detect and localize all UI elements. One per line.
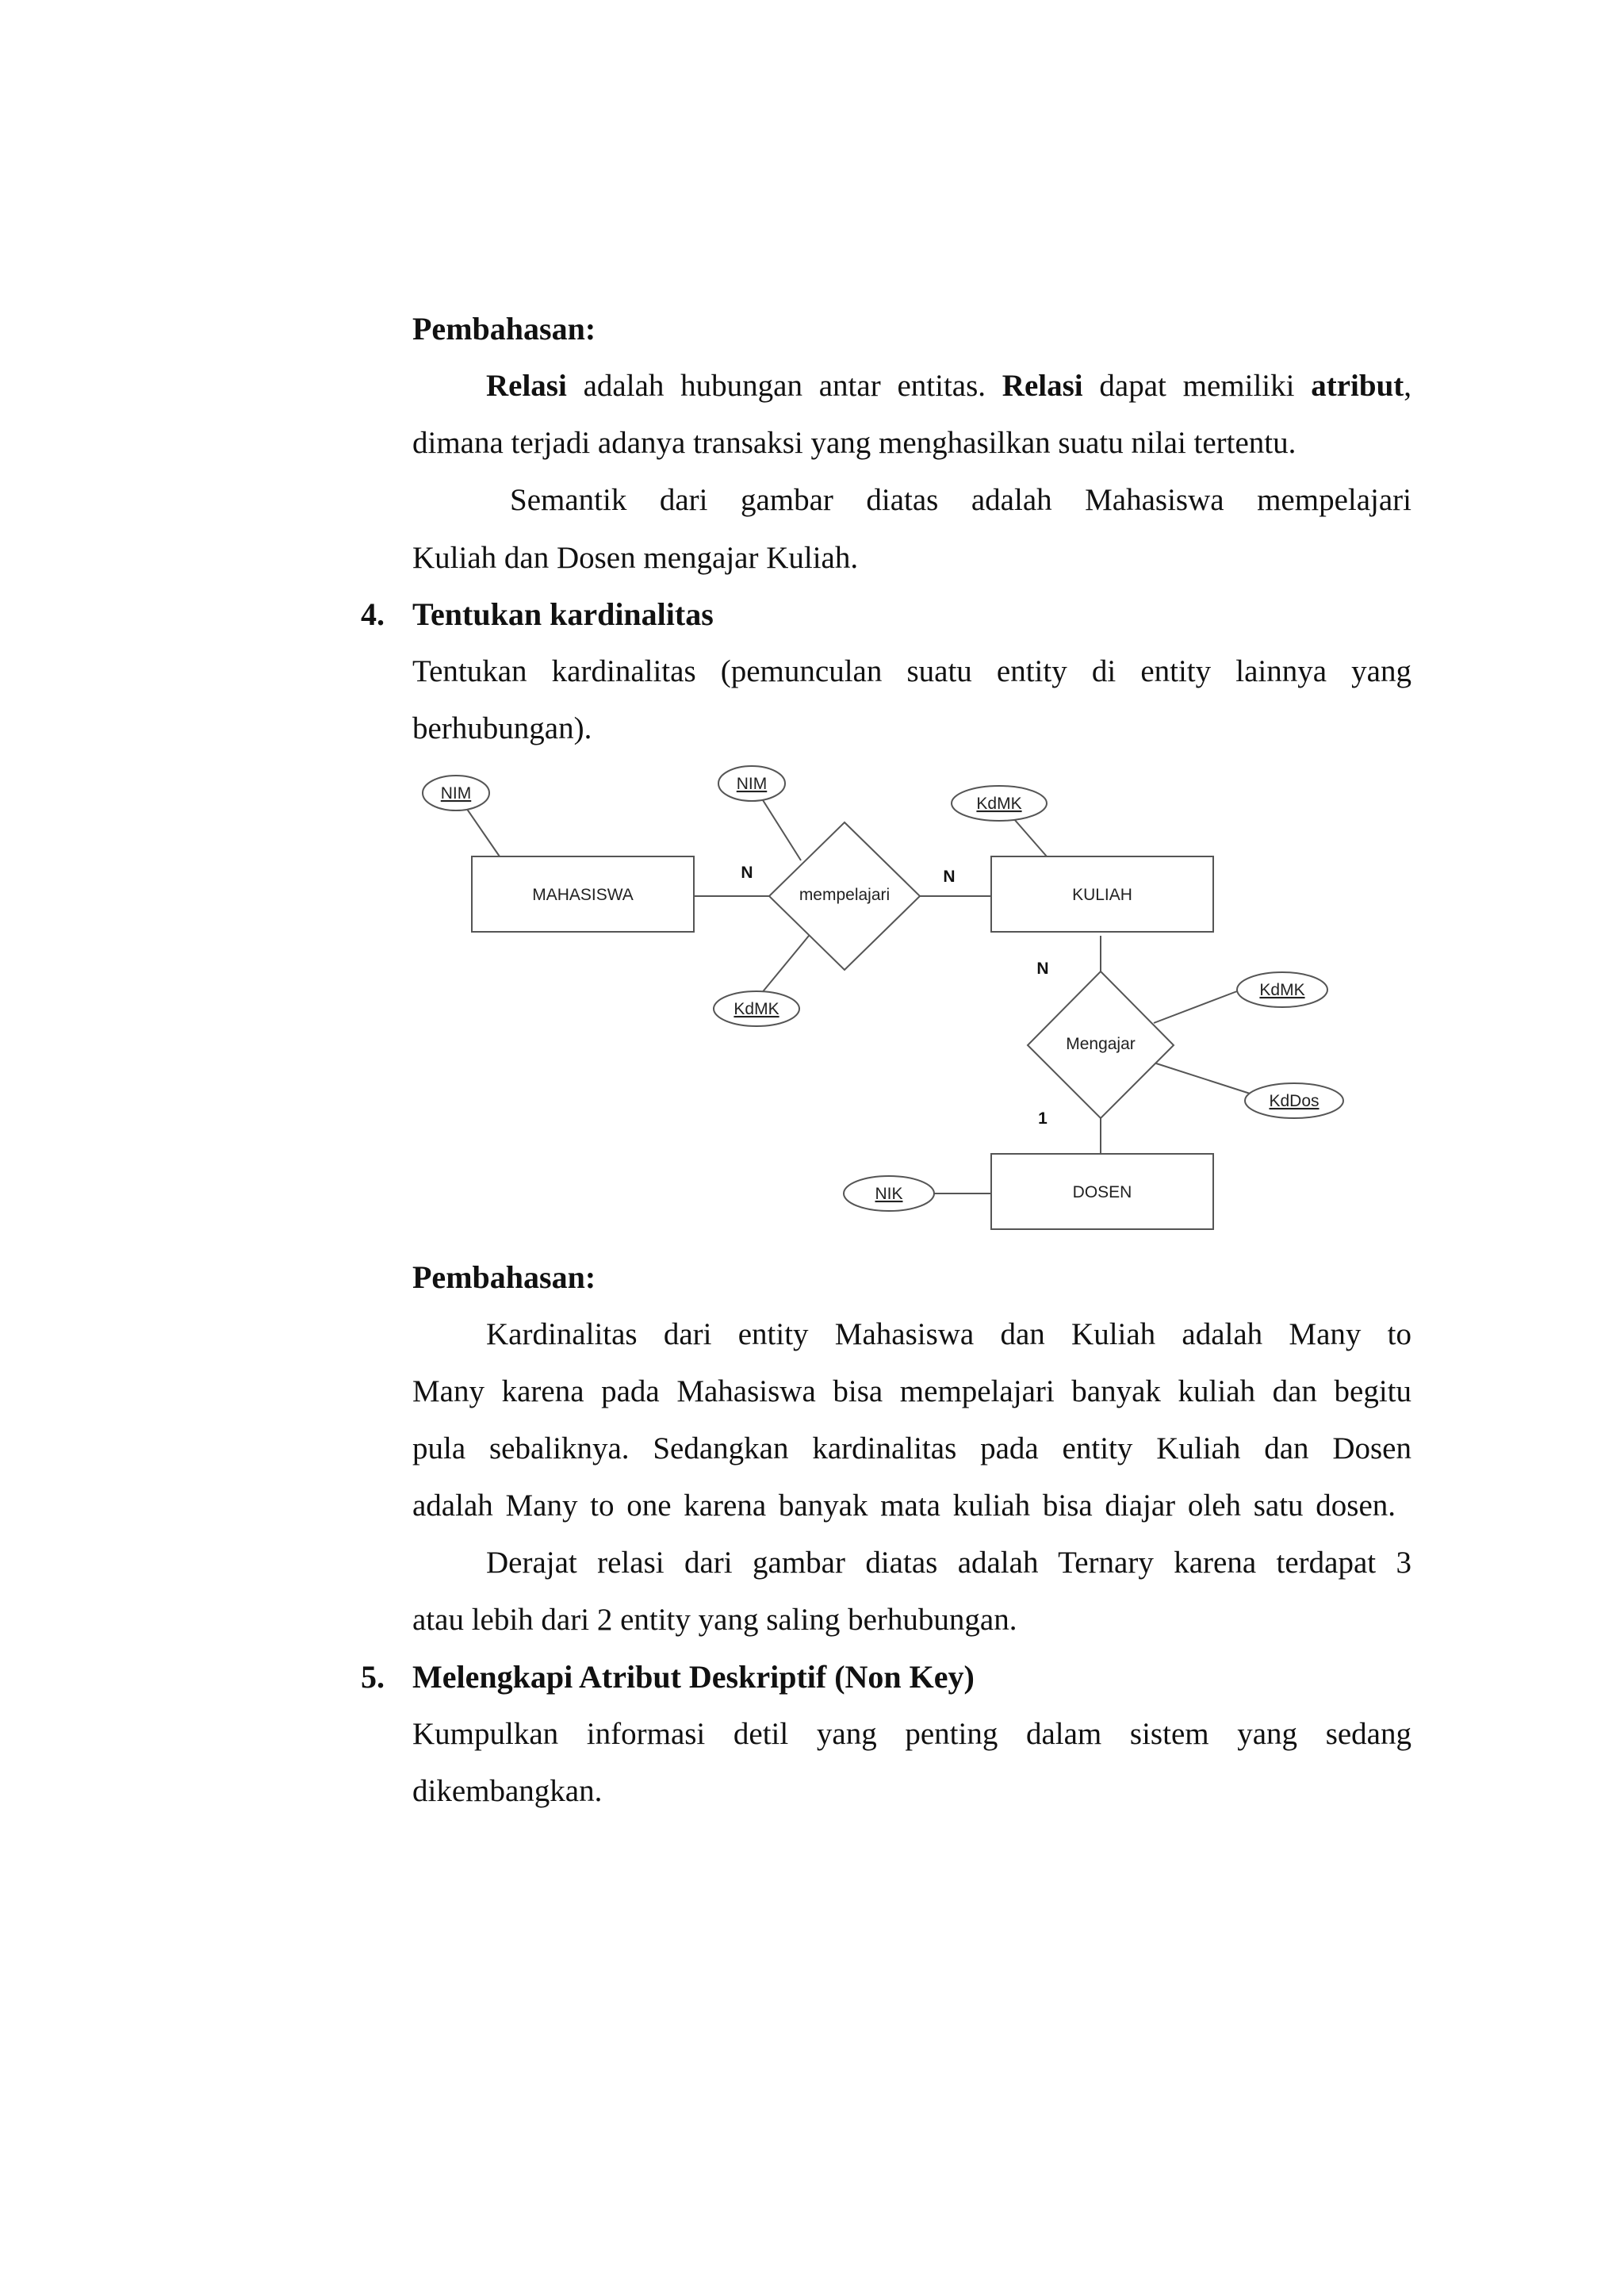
item-4-desc-line1: Tentukan kardinalitas (pemunculan suatu entity di entity lainnya yang: [412, 654, 1411, 688]
attr-kddos-mengajar-label: KdDos: [1269, 1092, 1320, 1110]
line-kddos-mengajar: [1154, 1063, 1265, 1098]
attr-kdmk-kuliah-label: KdMK: [976, 795, 1022, 813]
pembahasan-heading-2: Pembahasan:: [412, 1259, 596, 1295]
attr-nim-relation-label: NIM: [736, 775, 768, 793]
relation-mempelajari-label: mempelajari: [799, 886, 891, 904]
entity-mahasiswa-label: MAHASISWA: [532, 886, 634, 904]
er-diagram: [412, 757, 1348, 1241]
paragraph-relasi-line2: dimana terjadi adanya transaksi yang menghasilkan suatu nilai tertentu.: [412, 426, 1297, 460]
attr-nim-mahasiswa-label: NIM: [440, 784, 472, 803]
kardinalitas-line4: adalah Many to one karena banyak mata kuliah bisa diajar oleh satu dosen.: [412, 1488, 1396, 1523]
term-relasi-1: Relasi: [486, 369, 567, 403]
attr-nik-dosen-label: NIK: [875, 1185, 903, 1203]
kardinalitas-line3: pula sebaliknya. Sedangkan kardinalitas pada entity Kuliah dan Dosen: [412, 1431, 1411, 1466]
item-5-title: Melengkapi Atribut Deskriptif (Non Key): [412, 1659, 975, 1695]
kardinalitas-line2: Many karena pada Mahasiswa bisa mempelajari banyak kuliah dan begitu: [412, 1374, 1411, 1408]
entity-kuliah-label: KULIAH: [1072, 886, 1132, 904]
line-kdmk-mengajar: [1154, 991, 1237, 1023]
item-5-desc-line2: dikembangkan.: [412, 1774, 603, 1808]
term-relasi-2: Relasi: [1002, 369, 1083, 403]
item-4-desc-line2: berhubungan).: [412, 711, 592, 745]
text-fragment: adalah hubungan antar entitas.: [566, 369, 1002, 403]
text-fragment: ,: [1404, 369, 1411, 403]
derajat-line1: Derajat relasi dari gambar diatas adalah Ternary karena terdapat 3: [486, 1546, 1411, 1580]
item-4-number: 4.: [361, 596, 385, 632]
text-fragment: dapat memiliki: [1082, 369, 1312, 403]
derajat-line2: atau lebih dari 2 entity yang saling berhubungan.: [412, 1603, 1017, 1637]
item-4-title: Tentukan kardinalitas: [412, 596, 714, 632]
attr-kdmk-mengajar-label: KdMK: [1259, 981, 1305, 999]
paragraph-semantik-line2: Kuliah dan Dosen mengajar Kuliah.: [412, 541, 859, 575]
paragraph-relasi-line1: [486, 367, 1411, 405]
kardinalitas-line1: Kardinalitas dari entity Mahasiswa dan Kuliah adalah Many to: [486, 1317, 1411, 1351]
entity-dosen-label: DOSEN: [1072, 1183, 1132, 1201]
cardinality-mahasiswa-mempelajari: N: [741, 864, 753, 882]
relation-mengajar-label: Mengajar: [1066, 1035, 1136, 1053]
paragraph-semantik-line1: Semantik dari gambar diatas adalah Mahasiswa mempelajari: [510, 483, 1411, 517]
cardinality-mempelajari-kuliah: N: [943, 868, 956, 886]
cardinality-kuliah-mengajar: N: [1036, 960, 1049, 978]
item-5-desc-line1: Kumpulkan informasi detil yang penting dalam sistem yang sedang: [412, 1717, 1411, 1751]
attr-kdmk-relation-label: KdMK: [733, 1000, 779, 1018]
pembahasan-heading-1: Pembahasan:: [412, 311, 596, 347]
term-atribut: atribut: [1311, 369, 1404, 403]
item-5-number: 5.: [361, 1659, 385, 1695]
cardinality-mengajar-dosen: 1: [1038, 1109, 1048, 1128]
